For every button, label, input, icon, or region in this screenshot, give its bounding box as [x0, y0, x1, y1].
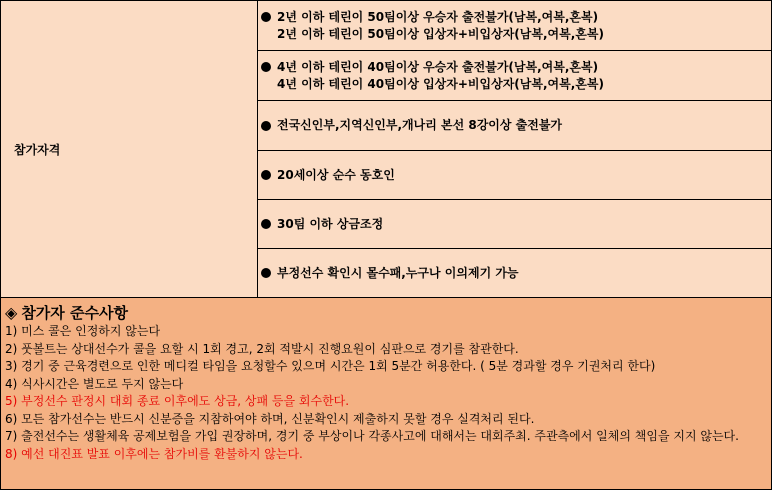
eligibility-text: 20세이상 순수 동호인 [277, 167, 395, 182]
eligibility-text: 전국신인부,지역신인부,개나리 본선 8강이상 출전불가 [277, 118, 563, 132]
eligibility-row [258, 51, 771, 101]
notice-item: 5) 부정선수 판정시 대회 종료 이후에도 상금, 상패 등을 회수한다. [5, 394, 350, 408]
notice-item: 4) 식사시간은 별도로 두지 않는다 [5, 376, 184, 391]
bullet-icon [261, 170, 271, 180]
eligibility-text: 2년 이하 테린이 50팀이상 입상자+비입상자(남복,여복,혼복) [277, 26, 604, 41]
eligibility-row [258, 200, 771, 249]
eligibility-rows [258, 1, 771, 297]
notice-item: 8) 예선 대진표 발표 이후에는 참가비를 환불하지 않는다. [5, 446, 303, 461]
eligibility-label-cell [1, 1, 258, 297]
bullet-icon [261, 219, 271, 229]
eligibility-text: 30팀 이하 상금조정 [277, 216, 384, 231]
notice-item: 3) 경기 중 근육경련으로 인한 메디컬 타임을 요청할수 있으며 시간은 1회 5분간 허용한다. ( 5분 경과할 경우 기권처리 한다) [5, 359, 656, 373]
notice-section [1, 297, 771, 489]
eligibility-label: 참가자격 [14, 142, 61, 157]
eligibility-text: 2년 이하 테린이 50팀이상 우승자 출전불가(남복,여복,혼복) [277, 9, 599, 24]
eligibility-row [258, 1, 771, 51]
eligibility-text: 4년 이하 테린이 40팀이상 우승자 출전불가(남복,여복,혼복) [277, 59, 599, 74]
notice-heading [5, 301, 767, 323]
eligibility-section [1, 1, 771, 297]
eligibility-text: 부정선수 확인시 몰수패,누구나 이의제기 가능 [277, 265, 519, 280]
notice-title: 참가자 준수사항 [21, 303, 128, 322]
bullet-icon [261, 268, 271, 278]
bullet-icon [261, 62, 271, 72]
notice-item: 6) 모든 참가선수는 반드시 신분증을 지참하여야 하며, 신분확인시 제출하지 못할 경우 실격처리 된다. [5, 411, 535, 426]
notice-item: 1) 미스 콜은 인정하지 않는다 [5, 324, 161, 338]
diamond-icon: ◈ [5, 302, 18, 322]
notice-item: 7) 출전선수는 생활체육 공제보험을 가입 권장하며, 경기 중 부상이나 각종사고에 대해서는 대회주최. 주관측에서 일체의 책임을 지지 않는다. [5, 429, 739, 443]
eligibility-text: 4년 이하 테린이 40팀이상 입상자+비입상자(남복,여복,혼복) [277, 76, 604, 91]
eligibility-row [258, 101, 771, 151]
eligibility-row [258, 249, 771, 297]
bullet-icon [261, 121, 271, 131]
notice-item: 2) 풋볼트는 상대선수가 콜을 요할 시 1회 경고, 2회 적발시 진행요원이 심판으로 경기를 참관한다. [5, 341, 519, 356]
eligibility-row [258, 151, 771, 200]
bullet-icon [261, 12, 271, 22]
